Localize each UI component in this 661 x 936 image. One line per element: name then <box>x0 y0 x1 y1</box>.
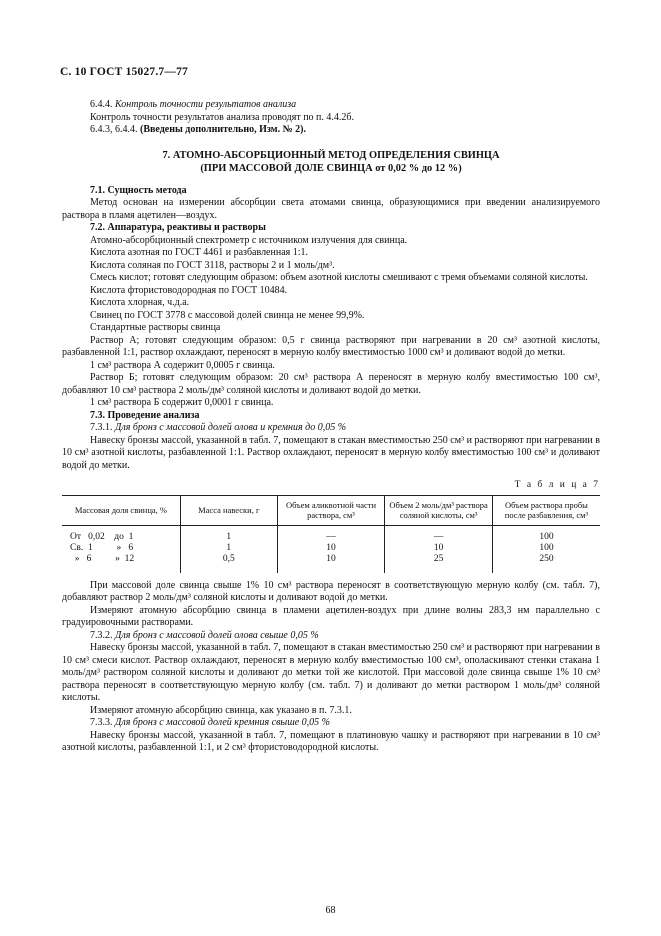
table-cell: От 0,02 до 1 <box>70 531 134 542</box>
subsection-733-title <box>62 717 600 730</box>
amendment-note <box>62 124 600 137</box>
table-header-cell: Масса навески, г <box>180 495 277 525</box>
table-header-cell: Массовая доля свинца, % <box>62 495 180 525</box>
paragraph: Измеряют атомную абсорбцию свинца в пламени ацетилен-воздух при длине волны 283,3 нм параллельно с градуировочными растворами. <box>62 604 600 628</box>
subsection-731-text: Навеску бронзы массой, указанной в табл. 7, помещают в стакан вместимостью 250 см³ и растворяют при нагревании в 10 см³ азотной кислоты, разбавленной 1:1. Раствор охлаждают, переносят в мерную колбу вместимостью 100 см³ и доливают водой до метки. <box>62 434 600 471</box>
table-cell: 1 <box>180 543 277 554</box>
section-title-line1: 7. АТОМНО-АБСОРБЦИОННЫЙ МЕТОД ОПРЕДЕЛЕНИЯ СВИНЦА <box>162 149 500 161</box>
table-cell: 1 <box>180 525 277 543</box>
table-header-cell: Объем раствора пробы после разбавления, см³ <box>492 495 600 525</box>
table-cell: 100 <box>492 525 600 543</box>
list-item: Стандартные растворы свинца <box>90 322 221 333</box>
list-item: Атомно-абсорбционный спектрометр с источником излучения для свинца. <box>90 234 408 246</box>
list-item: Кислота азотная по ГОСТ 4461 и разбавленная 1:1. <box>90 247 309 258</box>
page-number: 68 <box>325 905 336 916</box>
table-cell: 0,5 <box>180 554 277 573</box>
item-title: Контроль точности результатов анализа <box>115 99 297 110</box>
table-row <box>62 543 600 554</box>
subsection-732-text: Навеску бронзы массой, указанной в табл. 7, помещают в стакан вместимостью 250 см³ и растворяют при нагревании в 10 см³ смеси кислот. Раствор охлаждают, переносят в мерную колбу вместимостью 100 см³, ополаскивают стенки стакана 1 моль/дм³ раствором соляной кислоты и доливают до метки той же кислотой. При массовой доле свинца свыше 1% 10 см³ раствора переносят в соответствующую мерную колбу (см. табл. 7) и доливают до метки раствором 1 моль/дм³ соляной кислоты. <box>62 642 600 703</box>
table-row <box>62 554 600 573</box>
table-cell: Св. 1 » 6 <box>70 542 134 553</box>
item-number: 7.3.1. <box>90 422 113 433</box>
item-644-text: Контроль точности результатов анализа проводят по п. 4.4.2б. <box>90 111 354 123</box>
item-number: 7.3.3. <box>90 717 113 728</box>
table-cell: — <box>385 525 493 543</box>
item-title: Для бронз с массовой долей олова свыше 0,05 % <box>115 629 319 641</box>
page-header: С. 10 ГОСТ 15027.7—77 <box>60 66 188 78</box>
table-7 <box>62 495 600 573</box>
list-item: Кислота фтористоводородная по ГОСТ 10484. <box>90 284 288 296</box>
document-body <box>62 99 600 755</box>
table-cell: 250 <box>492 554 600 573</box>
table-caption: Т а б л и ц а 7 <box>514 480 600 490</box>
item-title: Для бронз с массовой долей олова и кремния до 0,05 % <box>115 422 347 433</box>
table-cell: 10 <box>385 543 493 554</box>
table-cell: 100 <box>492 543 600 554</box>
acid-mix-text: Смесь кислот; готовят следующим образом: объем азотной кислоты смешивают с тремя объемами соляной кислоты. <box>90 272 588 283</box>
note-number: 6.4.3, 6.4.4. <box>90 124 138 135</box>
subsection-733-text: Навеску бронзы массой, указанной в табл. 7, помещают в платиновую чашку и растворяют при нагревании в 10 см³ азотной кислоты, разбавленной 1:1, и 2 см³ фтористоводородной кислоты. <box>62 729 600 753</box>
table-header-cell: Объем аликвотной части раствора, см³ <box>277 495 385 525</box>
section-title-line2: (ПРИ МАССОВОЙ ДОЛЕ СВИНЦА от 0,02 % до 12 %) <box>200 162 462 174</box>
subsection-73-title: 7.3. Проведение анализа <box>90 409 200 421</box>
table-cell: 10 <box>277 543 385 554</box>
item-title: Для бронз с массовой долей кремния свыше 0,05 % <box>115 717 331 728</box>
list-item: Кислота соляная по ГОСТ 3118, растворы 2 и 1 моль/дм³. <box>90 259 335 271</box>
spacer <box>62 573 600 580</box>
subsection-732-title <box>62 630 600 643</box>
subsection-71-title: 7.1. Сущность метода <box>90 184 187 196</box>
table-cell: — <box>277 525 385 543</box>
solution-b-content: 1 см³ раствора Б содержит 0,0001 г свинца. <box>90 397 274 408</box>
section-title <box>62 149 600 175</box>
item-number: 7.3.2. <box>90 629 113 641</box>
subsection-71-text: Метод основан на измерении абсорбции света атомами свинца, образующимися при введении анализируемого раствора в пламя ацетилен—воздух. <box>62 197 600 221</box>
table-row <box>62 525 600 543</box>
list-item: Свинец по ГОСТ 3778 с массовой долей свинца не менее 99,9%. <box>90 309 365 321</box>
table-cell: 10 <box>277 554 385 573</box>
paragraph: При массовой доле свинца свыше 1% 10 см³ раствора переносят в соответствующую мерную колбу (см. табл. 7), добавляют раствор 2 моль/дм³ соляной кислоты и доливают водой до метки. <box>62 579 600 603</box>
subsection-72-title: 7.2. Аппаратура, реактивы и растворы <box>90 222 266 233</box>
note-text: (Введены дополнительно, Изм. № 2). <box>140 124 306 135</box>
item-644 <box>62 99 600 112</box>
table-header-cell: Объем 2 моль/дм³ раствора соляной кислоты, см³ <box>385 495 493 525</box>
item-number: 6.4.4. <box>90 99 113 110</box>
subsection-731-title <box>62 422 600 435</box>
solution-a-content: 1 см³ раствора А содержит 0,0005 г свинца. <box>90 359 275 371</box>
paragraph: Измеряют атомную абсорбцию свинца, как указано в п. 7.3.1. <box>90 704 352 716</box>
solution-b-text: Раствор Б; готовят следующим образом: 20 см³ раствора А переносят в мерную колбу вместимостью 100 см³, добавляют 10 см³ раствора 2 моль/дм³ соляной кислоты и доливают водой до метки. <box>62 372 600 396</box>
table-header-row <box>62 495 600 525</box>
table-cell: 25 <box>385 554 493 573</box>
list-item: Кислота хлорная, ч.д.а. <box>90 297 190 308</box>
table-cell: » 6 » 12 <box>70 553 135 564</box>
solution-a-text: Раствор А; готовят следующим образом: 0,5 г свинца растворяют при нагревании в 20 см³ азотной кислоты, разбавленной 1:1, раствор охлаждают, переносят в мерную колбу вместимостью 1000 см³ и доливают водой до метки. <box>62 334 600 358</box>
